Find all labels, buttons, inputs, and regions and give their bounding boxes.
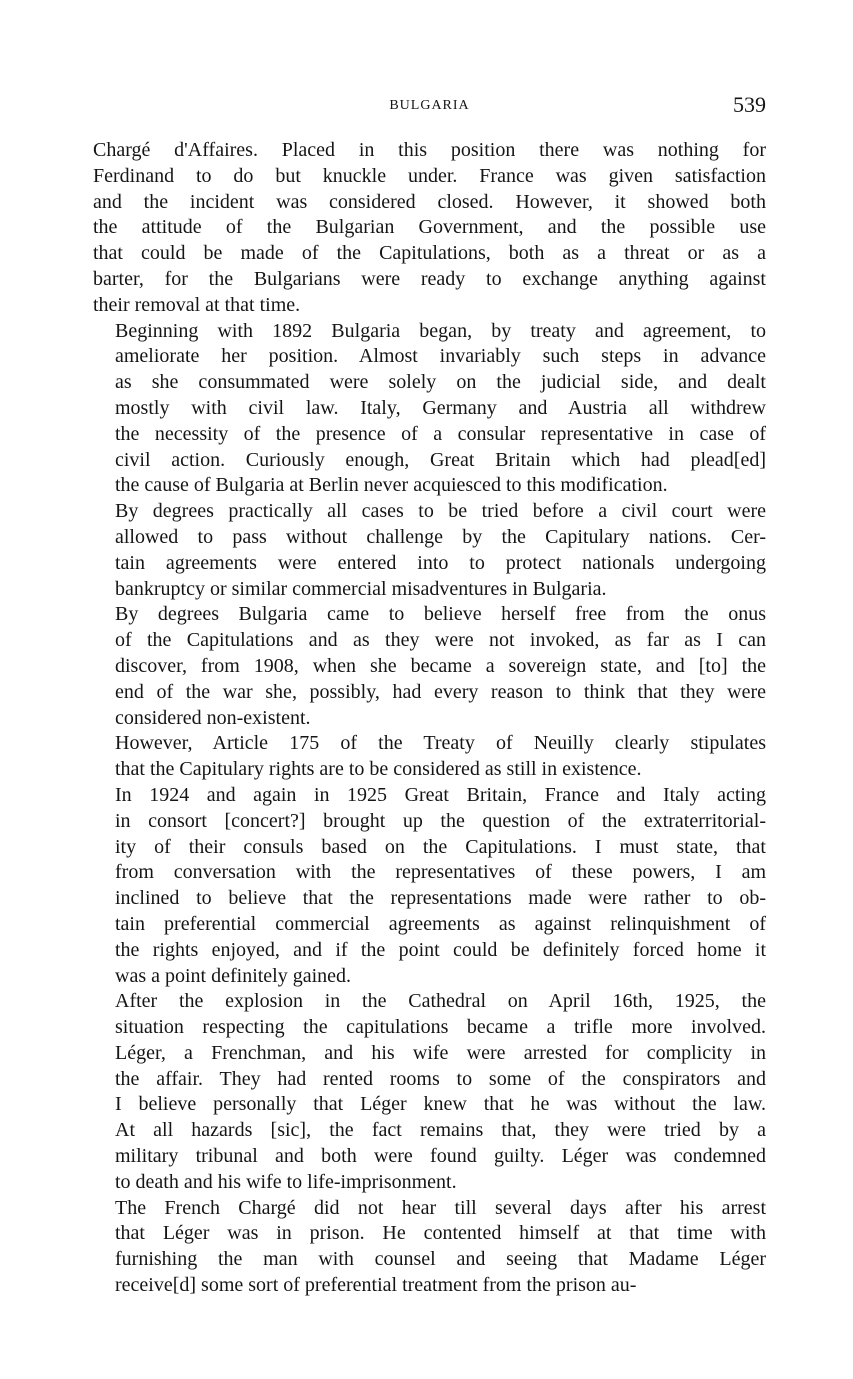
text-line: situation respecting the capitulations became a trifle more involved.: [115, 1016, 766, 1039]
text-line: By degrees practically all cases to be tried before a civil court were: [115, 500, 766, 523]
paragraph: [93, 499, 766, 602]
text-line: tain preferential commercial agreements as against relinquishment of: [115, 912, 766, 935]
paragraph: [93, 731, 766, 783]
text-line: that Léger was in prison. He contented himself at that time with: [115, 1222, 766, 1245]
text-line: Ferdinand to do but knuckle under. France was given satisfaction: [93, 164, 766, 187]
text-line: and the incident was considered closed. However, it showed both: [93, 190, 766, 213]
text-line: The French Chargé did not hear till several days after his arrest: [115, 1196, 766, 1219]
text-line: of the Capitulations and as they were not invoked, as far as I can: [115, 629, 766, 652]
text-line: the rights enjoyed, and if the point could be definitely forced home it: [115, 938, 766, 961]
text-line: considered non-existent.: [115, 706, 311, 729]
body-text: [93, 138, 766, 1299]
text-line: In 1924 and again in 1925 Great Britain, France and Italy acting: [115, 783, 766, 806]
paragraph: [93, 319, 766, 500]
text-line: discover, from 1908, when she became a sovereign state, and [to] the: [115, 654, 766, 677]
running-header: [93, 92, 766, 122]
paragraph: [93, 602, 766, 731]
text-line: military tribunal and both were found guilty. Léger was condemned: [115, 1145, 766, 1168]
text-line: allowed to pass without challenge by the Capitulary nations. Cer-: [115, 525, 766, 548]
text-line: At all hazards [sic], the fact remains that, they were tried by a: [115, 1119, 766, 1142]
text-line: However, Article 175 of the Treaty of Neuilly clearly stipulates: [115, 732, 766, 755]
text-line: After the explosion in the Cathedral on April 16th, 1925, the: [115, 990, 766, 1013]
text-line: inclined to believe that the representations made were rather to ob-: [115, 887, 766, 910]
text-line: receive[d] some sort of preferential treatment from the prison au-: [115, 1274, 637, 1297]
text-line: the attitude of the Bulgarian Government, and the possible use: [93, 216, 766, 239]
text-line: Chargé d'Affaires. Placed in this position there was nothing for: [93, 139, 766, 161]
paragraph: [93, 989, 766, 1195]
paragraph: [93, 138, 766, 319]
text-line: their removal at that time.: [93, 293, 301, 316]
text-line: in consort [concert?] brought up the question of the extraterritorial-: [115, 809, 766, 832]
text-line: the cause of Bulgaria at Berlin never acquiesced to this modification.: [115, 474, 668, 497]
text-line: By degrees Bulgaria came to believe herself free from the onus: [115, 603, 766, 626]
text-line: mostly with civil law. Italy, Germany and Austria all withdrew: [115, 396, 766, 419]
text-line: was a point definitely gained.: [115, 964, 352, 987]
text-line: that could be made of the Capitulations, both as a threat or as a: [93, 242, 766, 265]
text-line: end of the war she, possibly, had every reason to think that they were: [115, 680, 766, 703]
page-number: 539: [733, 92, 766, 117]
text-line: tain agreements were entered into to protect nationals undergoing: [115, 551, 766, 574]
text-line: ity of their consuls based on the Capitulations. I must state, that: [115, 835, 766, 858]
text-line: Beginning with 1892 Bulgaria began, by treaty and agreement, to: [115, 319, 766, 342]
paragraph: [93, 783, 766, 989]
running-title: BULGARIA: [389, 98, 470, 113]
paragraph: [93, 1196, 766, 1299]
text-line: furnishing the man with counsel and seeing that Madame Léger: [115, 1248, 766, 1271]
text-line: ameliorate her position. Almost invariably such steps in advance: [115, 345, 766, 368]
text-line: barter, for the Bulgarians were ready to exchange anything against: [93, 267, 766, 290]
text-line: I believe personally that Léger knew that he was without the law.: [115, 1093, 766, 1116]
text-line: civil action. Curiously enough, Great Britain which had plead[ed]: [115, 448, 766, 471]
text-line: bankruptcy or similar commercial misadventures in Bulgaria.: [115, 577, 607, 600]
text-line: Léger, a Frenchman, and his wife were arrested for complicity in: [115, 1041, 766, 1064]
text-line: as she consummated were solely on the judicial side, and dealt: [115, 371, 766, 394]
text-line: the affair. They had rented rooms to some of the conspirators and: [115, 1067, 766, 1090]
text-line: to death and his wife to life-imprisonment.: [115, 1170, 457, 1193]
text-line: from conversation with the representatives of these powers, I am: [115, 861, 766, 884]
text-line: that the Capitulary rights are to be considered as still in existence.: [115, 758, 642, 781]
text-line: the necessity of the presence of a consular representative in case of: [115, 422, 766, 445]
